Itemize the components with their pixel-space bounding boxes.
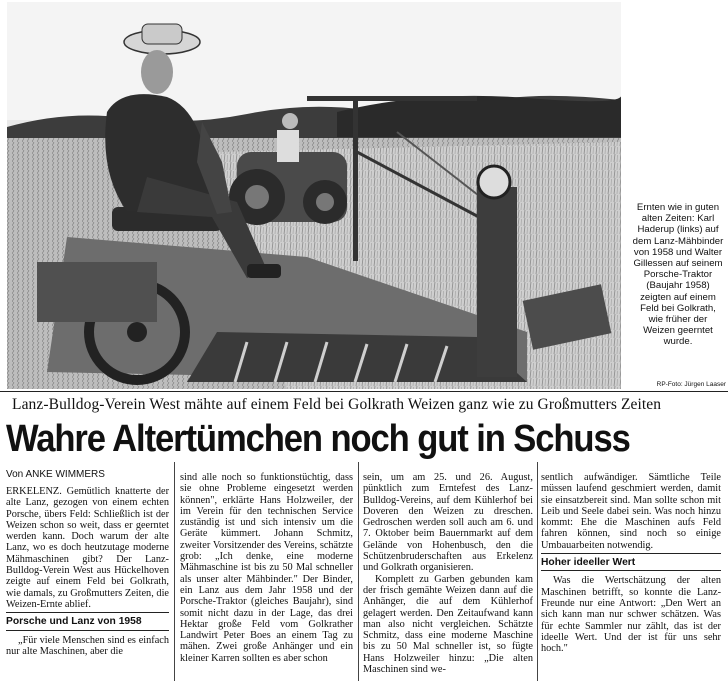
column-divider: [174, 462, 175, 681]
divider-line: [0, 391, 728, 392]
column-divider: [537, 462, 538, 681]
harvest-photo: [7, 2, 621, 389]
article-byline: Von ANKE WIMMERS: [6, 469, 105, 480]
article-column-3: [363, 472, 533, 675]
paragraph: Was die Wertschätzung der alten Maschinen betrifft, so konnte die Lanz-Freunde nur eine Antwort: „Den Wert an sich kann man nur schwer schätzen. Was für echte Sammler nur zählt, das ist der ideelle Wert. Und der ist für uns sehr hoch.": [541, 575, 721, 655]
photo-credit: RP-Foto: Jürgen Laaser: [656, 381, 726, 388]
article-column-4: [541, 472, 721, 654]
column-divider: [358, 462, 359, 681]
article-column-2: [180, 472, 353, 664]
section-heading: Hoher ideeller Wert: [541, 553, 721, 571]
article-column-1: [6, 486, 169, 657]
article-subheadline: Lanz-Bulldog-Verein West mähte auf einem Feld bei Golkrath Weizen ganz wie zu Großmutters Zeiten: [12, 396, 662, 413]
paragraph: sentlich aufwändiger. Sämtliche Teile müssen laufend geschmiert werden, damit sie einsatzbereit sind. Man sollte schon mit Leib und Seele dabei sein. Was noch hinzu kommt: Ehe die Maschinen aufs Feld fahren können, sind noch so einige Umbauarbeiten notwendig.: [541, 472, 721, 551]
paragraph: ERKELENZ. Gemütlich knatterte der alte Lanz, gezogen von einem echten Porsche, übers Feld: Schließlich ist der Weizen schon so weit, dass er geerntet werden kann. Doch warum der alte Lanz, wo es doch heutzutage moderne Mähmaschinen gibt? Der Lanz-Bulldog-Verein West aus Hückelhoven zeigte auf einem Feld bei Golkrath, wie damals, zu Großmutters Zeiten, die Weizen-Ernte ablief.: [6, 486, 169, 610]
paragraph: sind alle noch so funktionstüchtig, dass sie ohne Probleme eingesetzt werden können", erklärte Hans Holzweiler, der im Verein für den technischen Service zuständig ist und sich intensiv um die Geräte kümmert. Johann Schmitz, zweiter Vorsitzender des Vereins, schätzte grob: „Ich denke, eine moderne Mähmaschine ist bis zu 50 Mal schneller als unser alter Mähbinder." Der Binder, ein Lanz aus dem Jahr 1958 und der Porsche-Traktor (gleiches Baujahr), sind somit nicht dazu in der Lage, das drei Hektar große Feld vom Golkrather Landwirt Peter Boes an einem Tag zu mähen. Zwei große Anhänger und ein kleiner Karren sollten es aber schon: [180, 472, 353, 664]
photo-caption: Ernten wie in guten alten Zeiten: Karl Haderup (links) auf dem Lanz-Mähbinder von 1958 und Walter Gillessen auf seinem Porsche-Traktor (Baujahr 1958) zeigten auf einem Feld bei Golkrath, wie früher der Weizen geerntet wurde.: [632, 202, 724, 348]
article-headline: Wahre Altertümchen noch gut in Schuss: [6, 418, 630, 460]
paragraph: „Für viele Menschen sind es einfach nur alte Maschinen, aber die: [6, 634, 169, 657]
section-heading: Porsche und Lanz von 1958: [6, 612, 169, 630]
harvest-photo-image: [7, 2, 621, 389]
paragraph: sein, um am 25. und 26. August, pünktlich zum Erntefest des Lanz-Bulldog-Vereins, auf dem Kühlerhof bei Doveren den Weizen zu dreschen. Gedroschen werden soll auch am 6. und 7. Oktober beim Bauernmarkt auf dem Gelände von Hohenbusch, den die Schützenbruderschaften aus Erkelenz und Golkrath organisieren.: [363, 472, 533, 574]
paragraph: Komplett zu Garben gebunden kam der frisch gemähte Weizen dann auf die Anhänger, die auf dem Kühlerhof gelagert werden. Den Zeitaufwand kann man also nicht vergleichen. Schätzte Schmitz, dass eine moderne Maschine bis zu 50 Mal schneller ist, so fügte Hans Holzweiler hinzu: „Die alten Maschinen sind we-: [363, 573, 533, 676]
